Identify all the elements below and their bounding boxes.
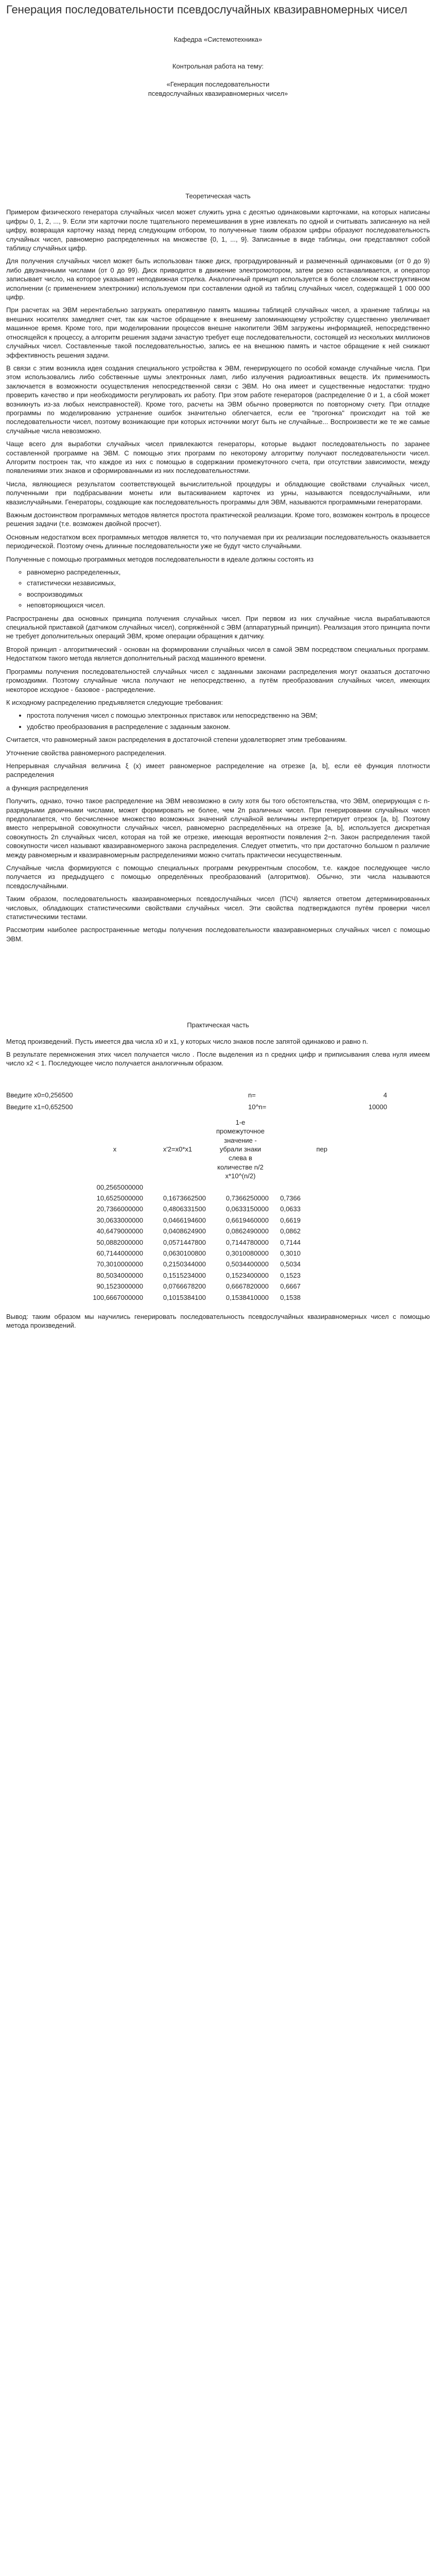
table-body	[83, 1182, 330, 1303]
table-cell: 100,6667000000	[93, 1293, 143, 1301]
table-cell: 10,6525000000	[96, 1194, 143, 1202]
x0-value[interactable]: 0,256500	[45, 1091, 73, 1099]
table-row	[83, 1226, 330, 1236]
table-cell: 00,2565000000	[96, 1183, 143, 1191]
table-cell: 60,7144000000	[96, 1249, 143, 1257]
table-cell: 0,3010080000	[225, 1249, 269, 1257]
table-cell: 0,1515234000	[163, 1271, 206, 1279]
table-cell: 0,0862490000	[225, 1227, 269, 1235]
table-cell: 0,0633	[280, 1205, 301, 1213]
paragraph: Случайные числа формируются с помощью специальных программ рекуррентным способом, т.е. каждое последующее число получается из предыдущего с помощью определённых преобразований (алгоритмов). Обычно, эти числа называются псевдослучайными.	[6, 864, 430, 890]
table-cell: 0,5034	[280, 1260, 301, 1268]
conclusion: Вывод: таким образом мы научились генерировать последовательность псевдослучайных квазиравномерных чисел с помощью метода произведений.	[6, 1313, 430, 1330]
table-header-row	[83, 1117, 330, 1182]
table-cell: 0,1538	[280, 1293, 301, 1301]
control-topic: «Генерация последовательности псевдослучайных квазиравномерных чисел»	[148, 80, 288, 97]
table-cell: 0,7366250000	[225, 1194, 269, 1202]
table-cell: 0,0766678200	[163, 1282, 206, 1291]
x0-label: Введите x0=	[6, 1091, 45, 1099]
ideal-list	[6, 568, 430, 610]
table-cell: 20,7366000000	[96, 1205, 143, 1213]
table-cell: 0,3010	[280, 1249, 301, 1257]
column-header: x'2=x0*x1	[163, 1145, 193, 1153]
table-cell	[272, 1182, 304, 1193]
paragraph: Важным достоинством программных методов является простота практической реализации. Кроме того, возможен контроль в процессе решения задачи (т.е. возможен двойной просчет).	[6, 511, 430, 528]
table-cell	[209, 1182, 272, 1193]
table-cell: 0,0571447800	[163, 1238, 206, 1246]
paragraph: К исходному распределению предъявляется следующие требования:	[6, 698, 223, 706]
table-cell: 0,0466194600	[163, 1216, 206, 1224]
table-cell: 0,0862	[280, 1227, 301, 1235]
table-cell: 0,1523	[280, 1271, 301, 1279]
x1-value[interactable]: 0,652500	[45, 1103, 73, 1111]
control-heading: Контрольная работа на тему:	[172, 62, 264, 70]
table-cell: 0,1538410000	[225, 1293, 269, 1301]
list-item: ◦ неповторяющихся чисел.	[27, 601, 430, 609]
x1-label: Введите x1=	[6, 1103, 45, 1111]
column-header: x	[113, 1145, 117, 1153]
department: Кафедра «Системотехника»	[173, 36, 263, 44]
paragraph: Распространены два основных принципа получения случайных чисел. При первом из них случайные числа вырабатываются специальной приставкой (датчиком случайных чисел), сопряжённой с ЭВМ (аппаратурный принцип). Реализация этого принципа почти не требует дополнительных операций ЭВМ, кроме операции обращения к датчику.	[6, 614, 430, 640]
table-cell: 80,5034000000	[96, 1271, 143, 1279]
table-cell: 50,0882000000	[96, 1238, 143, 1246]
list-item: ◦ статистически независимых,	[27, 579, 430, 587]
practice-section	[6, 1037, 430, 1330]
x0-row	[6, 1091, 430, 1099]
table-row	[83, 1270, 330, 1281]
table-cell: 0,2150344000	[163, 1260, 206, 1268]
table-cell: 90,1523000000	[96, 1282, 143, 1291]
power-value: 10000	[368, 1103, 387, 1111]
x1-row	[6, 1103, 430, 1111]
paragraph: При расчетах на ЭВМ нерентабельно загружать оперативную память машины таблицей случайных чисел, а хранение таблицы на внешних носителях замедляет счет, так как частое обращение к внешнему запоминающему устройству существенно увеличивает машинное время. Кроме того, при моделировании процессов внешне накопители ЭВМ загружены информацией, непосредственно относящейся к процессу, а алгоритм решения задачи зачастую требует еще последовательности, состоящей из нескольких миллионов случайных чисел. Составленные такой последовательностью, запись ее на внешнюю память и частое обращение к ней снижают эффективность решения задачи.	[6, 306, 430, 359]
table-row	[83, 1248, 330, 1259]
table-row	[83, 1204, 330, 1214]
table-cell	[146, 1182, 209, 1193]
table-cell: 0,1673662500	[163, 1194, 206, 1202]
table-cell: 0,0408624900	[163, 1227, 206, 1235]
table-row	[83, 1281, 330, 1292]
table-row	[83, 1182, 330, 1193]
list-item: • простота получения чисел с помощью электронных приставок или непосредственно на ЭВМ;	[27, 711, 430, 720]
paragraph: Примером физического генератора случайных чисел может служить урна с десятью одинаковыми карточками, на которых написаны цифры 0, 1, 2, ..., 9. Если эти карточки после тщательного перемешивания в урне извлекать по одной и считывать записанную на ней цифру, возвращая карточку назад перед следующим отбором, то полученные таким образом цифры образуют последовательность случайных чисел, равномерно распределенных на множестве {0, 1, ..., 9}. Записанные в виде таблицы, они представляют собой таблицу случайных цифр.	[6, 208, 430, 252]
column-header: 1-е промежуточное значение - убрали знаки слева в количестве n/2 x*10^(n/2)	[216, 1118, 265, 1180]
paragraph: Полученные с помощью программных методов последовательности в идеале должны состоять из	[6, 555, 314, 563]
column-header	[272, 1117, 304, 1182]
n-value[interactable]: 4	[383, 1091, 387, 1099]
table-cell: 0,1523400000	[225, 1271, 269, 1279]
column-header: пер	[316, 1145, 327, 1153]
power-label: 10^n=	[248, 1103, 267, 1111]
paragraph: Получить, однако, точно такое распределение на ЭВМ невозможно в силу хотя бы того обстоятельства, что ЭВМ, оперирующая с n-разрядными двоичными числами, может формировать не более, чем 2n различных чисел. При генерировании случайных чисел предполагается, что бесчисленное множество возможных значений случайной величины интерпретирует отрезок [a, b]. Поэтому вместо непрерывной совокупности случайных чисел, равномерно распределённых на отрезке [a, b], используется дискретная совокупность 2n случайных чисел, которая на той же отрезке, имеющая вероятности появления 2−n. Закон распределения такой совокупности чисел называют квазиравномерного закона распределения. Следует отметить, что при достаточно большом n различие между равномерным и квазиравномерным распределениями можно считать практически несущественным.	[6, 797, 430, 859]
table-cell: 0,6667	[280, 1282, 301, 1291]
table-row	[83, 1292, 330, 1303]
table-cell: 0,6619	[280, 1216, 301, 1224]
page-title: Генерация последовательности псевдослучайных квазиравномерных чисел	[6, 3, 408, 16]
results-table	[83, 1117, 330, 1303]
table-row	[83, 1259, 330, 1269]
table-cell: 0,5034400000	[225, 1260, 269, 1268]
n-label: n=	[248, 1091, 256, 1099]
paragraph: Таким образом, последовательность квазиравномерных псевдослучайных чисел (ПСЧ) является ответом детерминированных числовых, обладающих статистическими свойствами случайных чисел. Эти свойства подтверждаются путём проверки чисел статистическими тестами.	[6, 895, 430, 921]
table-cell: 30,0633000000	[96, 1216, 143, 1224]
paragraph: Метод произведений. Пусть имеется два числа x0 и x1, у которых число знаков после запятой одинаково и равно n.	[6, 1037, 368, 1045]
paragraph: Рассмотрим наиболее распространенные методы получения последовательности квазиравномерных случайных чисел с помощью ЭВМ.	[6, 926, 430, 943]
paragraph: В связи с этим возникла идея создания специального устройства к ЭВМ, генерирующего по особой команде случайные числа. При этом использовались либо собственные шумы электронных ламп, либо излучения радиоактивных веществ. Их применимость заключается в возможности осуществления непосредственной связи с ЭВМ. Но она имеет и существенные недостатки: трудно проверить качество и при необходимости регулировать их работу. При этом работе генераторов (распределение 0 и 1, а сбой может возникнуть из-за любых неисправностей). Кроме того, расчеты на ЭВМ обычно проверяются по повторному счету. При отладке программы по моделированию устранение ошибок значительно облегчается, если ее "прогонка" происходит на той же последовательности чисел, поэтому возникающие при которых источники могут быть не случайные... Воспроизвести же те же самые случайные числа невозможно.	[6, 364, 430, 435]
paragraph: Чаще всего для выработки случайных чисел привлекаются генераторы, которые выдают последовательность по заранее составленной программе на ЭВМ. С помощью этих программ по некоторому алгоритму получают последовательности чисел. Алгоритм построен так, что каждое из них с помощью в содержании промежуточного счета, при отсутствии зависимости, между появлениями этих знаков и сформированными из них последовательностями.	[6, 440, 430, 475]
table-cell: 0,7144780000	[225, 1238, 269, 1246]
list-item: • удобство преобразования в распределение с заданным законом.	[27, 722, 430, 731]
paragraph: Непрерывная случайная величина ξ (х) имеет равномерное распределение на отрезке [a, b], если её функция плотности распределения	[6, 761, 430, 779]
table-cell: 0,0633150000	[225, 1205, 269, 1213]
table-cell: 0,1015384100	[163, 1293, 206, 1301]
table-cell: 70,3010000000	[96, 1260, 143, 1268]
table-row	[83, 1215, 330, 1226]
paragraph: Программы получения последовательностей случайных чисел с заданными законами распределения могут оказаться достаточно громоздкими. Поэтому случайные числа получают не непосредственно, а путём преобразования случайных чисел, имеющих некоторое исходное - базовое - распределение.	[6, 667, 430, 693]
paragraph: Считается, что равномерный закон распределения в достаточной степени удовлетворяет этим требованиям.	[6, 736, 347, 744]
paragraph: а функция распределения	[6, 784, 88, 792]
table-cell: 0,7366	[280, 1194, 301, 1202]
requirements-list	[6, 711, 430, 731]
table-cell: 0,4806331500	[163, 1205, 206, 1213]
table-cell: 0,6667820000	[225, 1282, 269, 1291]
table-cell: 40,6479000000	[96, 1227, 143, 1235]
table-cell: 0,6619460000	[225, 1216, 269, 1224]
theory-title: Теоретическая часть	[185, 192, 251, 200]
practice-title: Практическая часть	[187, 1021, 249, 1029]
table-cell: 0,0630100800	[163, 1249, 206, 1257]
table-cell: 0,7144	[280, 1238, 301, 1246]
paragraph: Основным недостатком всех программных методов является то, что получаемая при их реализации последовательность оказывается периодической. Поэтому очень длинные последовательности уже не будут чисто случайными.	[6, 533, 430, 550]
list-item: ◦ воспроизводимых	[27, 590, 430, 599]
table-row	[83, 1193, 330, 1204]
paragraph: Второй принцип - алгоритмический - основан на формировании случайных чисел в самой ЭВМ посредством специальных программ. Недостатком такого метода является дополнительный расход машинного времени.	[6, 645, 430, 663]
paragraph: Числа, являющиеся результатом соответствующей вычислительной процедуры и обладающие свойствами случайных чисел, полученными при подбрасывании монеты или вытаскиванием карточек из урны, называются псевдослучайными, или квазислучайными. Генераторы, создающие как последовательность программы для ЭВМ, называются программными генераторами.	[6, 480, 430, 506]
theory-section	[6, 208, 430, 943]
paragraph: В результате перемножения этих чисел получается число . После выделения из n средних цифр и приписывания слева нуля имеем число x2 < 1. Последующее число получается аналогичным образом.	[6, 1050, 430, 1067]
list-item: ◦ равномерно распределенных,	[27, 568, 430, 577]
paragraph: Уточнение свойства равномерного распределения.	[6, 749, 166, 757]
table-row	[83, 1237, 330, 1248]
paragraph: Для получения случайных чисел может быть использован также диск, проградуированный и размеченный одинаковыми (от 0 до 9) либо двузначными числами (от 0 до 99). Диск приводится в движение электромотором, затем резко останавливается, и оператор записывает число, на которое указывает неподвижная стрелка. Аналогичный принцип используется в более сложном конструктивном исполнении (с применением электроники) используемом при составлении одной из таблиц случайных чисел, содержащей 1 000 000 цифр.	[6, 257, 430, 301]
